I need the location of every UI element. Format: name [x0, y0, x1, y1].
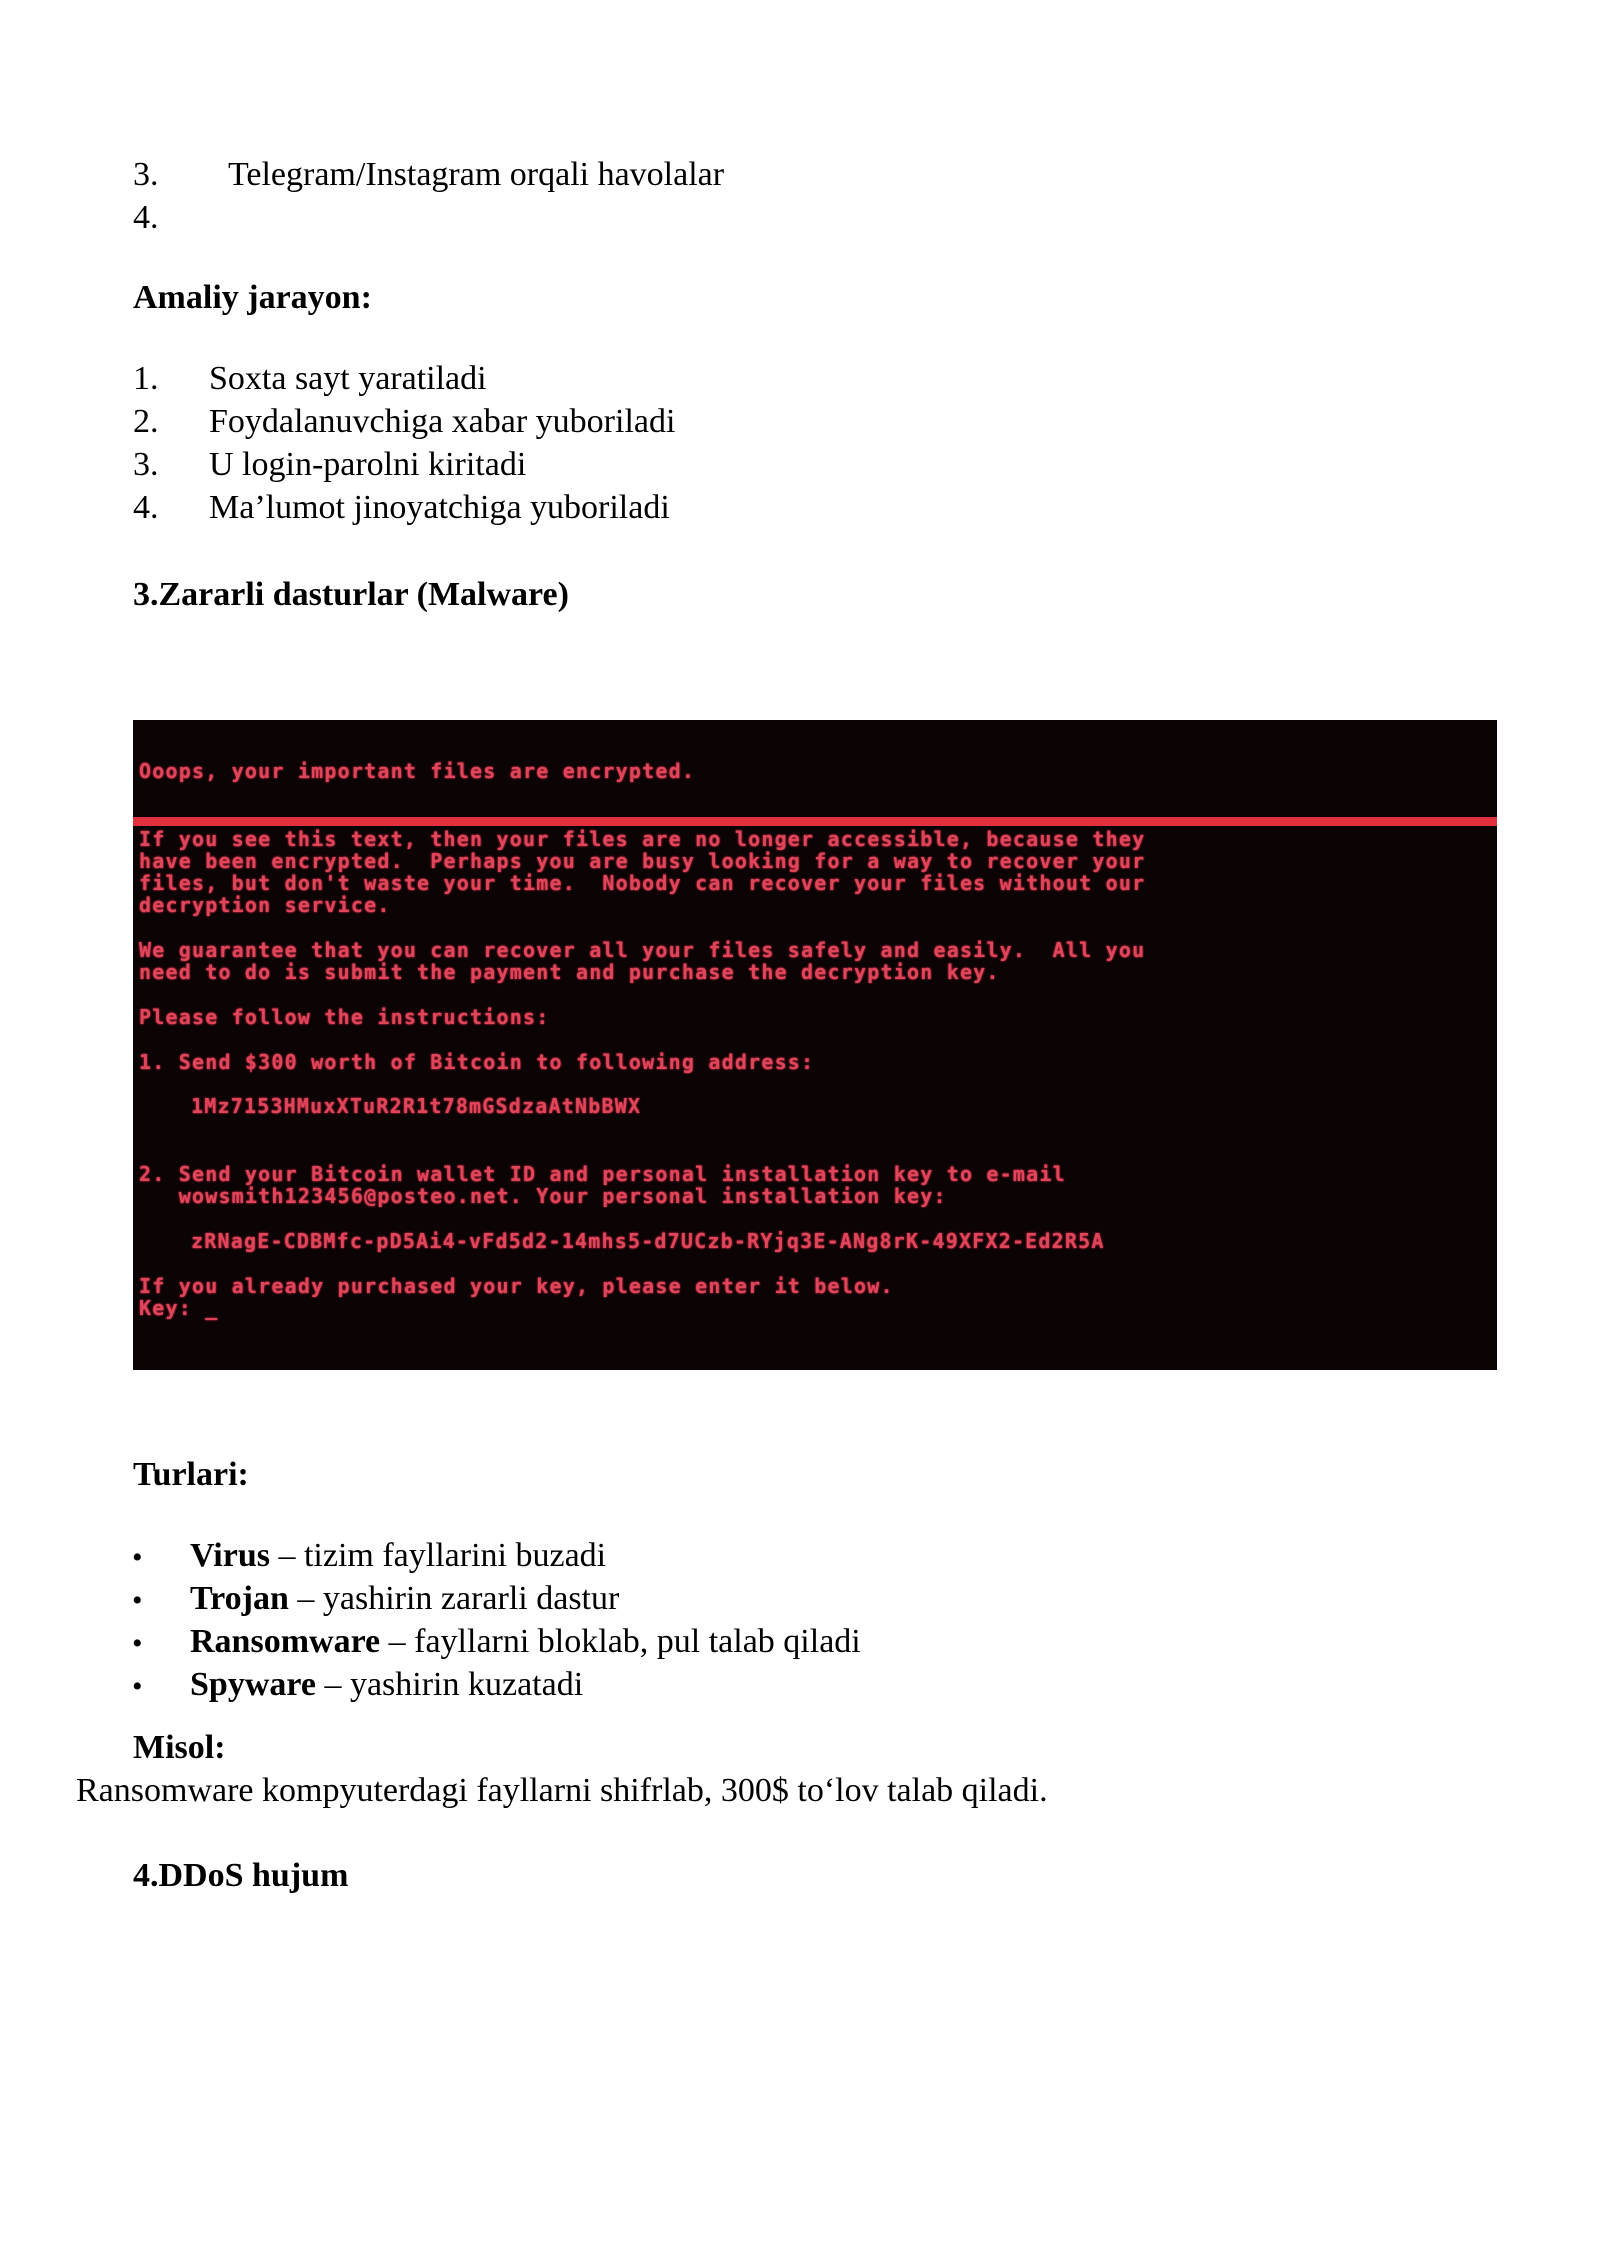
term: Spyware — [190, 1666, 316, 1703]
ransom-title: Ooops, your important files are encrypted. — [139, 759, 696, 783]
term-description: – yashirin zararli dastur — [288, 1580, 620, 1617]
list-item-text: Foydalanuvchiga xabar yuboriladi — [209, 403, 676, 440]
list-item — [190, 1535, 606, 1577]
term-description: – tizim fayllarini buzadi — [269, 1537, 607, 1574]
installation-key: zRNagE-CDBMfc-pD5Ai4-vFd5d2-14mhs5-d7UCzb-RYjq3E-ANg8rK-49XFX2-Ed2R5A — [191, 1229, 1105, 1253]
bullet-icon: • — [132, 1541, 143, 1574]
list-number: 3. — [133, 446, 159, 483]
term-description: – fayllarni bloklab, pul talab qiladi — [380, 1623, 861, 1660]
misol-text: Ransomware kompyuterdagi fayllarni shifrlab, 300$ to‘lov talab qiladi. — [76, 1772, 1048, 1809]
section-heading-ddos: 4.DDoS hujum — [133, 1857, 349, 1894]
ransomware-screen-image — [133, 720, 1497, 1370]
list-item-text: Telegram/Instagram orqali havolalar — [228, 156, 725, 193]
ransom-text-line: files, but don't waste your time. Nobody can recover your files without our — [139, 871, 1146, 895]
section-heading-amaliy: Amaliy jarayon: — [133, 279, 372, 316]
list-item-text: Soxta sayt yaratiladi — [209, 360, 487, 397]
list-item — [190, 1664, 583, 1706]
ransom-text-line: decryption service. — [139, 893, 391, 917]
list-item-text: U login-parolni kiritadi — [209, 446, 527, 483]
ransom-step-1: 1. Send $300 worth of Bitcoin to following address: — [139, 1050, 815, 1074]
ransom-text-line: If you see this text, then your files are no longer accessible, because they — [139, 827, 1146, 851]
term-description: – yashirin kuzatadi — [315, 1666, 584, 1703]
bullet-icon: • — [132, 1627, 143, 1660]
list-number: 1. — [133, 360, 159, 397]
bullet-icon: • — [132, 1670, 143, 1703]
ransom-step-2: 2. Send your Bitcoin wallet ID and personal installation key to e-mail — [139, 1162, 1066, 1186]
ransom-red-bar — [133, 817, 1497, 826]
list-item — [190, 1578, 619, 1620]
ransom-key-prompt: Key: _ — [139, 1296, 219, 1320]
bullet-icon: • — [132, 1584, 143, 1617]
section-heading-misol: Misol: — [133, 1729, 226, 1766]
list-item-text: Ma’lumot jinoyatchiga yuboriladi — [209, 489, 670, 526]
ransom-text-line: have been encrypted. Perhaps you are busy looking for a way to recover your — [139, 849, 1146, 873]
ransom-footer: If you already purchased your key, please enter it below. — [139, 1274, 894, 1298]
ransom-text-line: We guarantee that you can recover all your files safely and easily. All you — [139, 938, 1146, 962]
list-item — [190, 1621, 861, 1663]
ransom-text-line: need to do is submit the payment and purchase the decryption key. — [139, 960, 1000, 984]
term: Virus — [190, 1537, 270, 1574]
list-number: 2. — [133, 403, 159, 440]
term: Ransomware — [190, 1623, 381, 1660]
list-number: 4. — [133, 489, 159, 526]
bitcoin-address: 1Mz7153HMuxXTuR2R1t78mGSdzaAtNbBWX — [191, 1094, 642, 1118]
list-number: 3. — [133, 156, 159, 193]
section-heading-turlari: Turlari: — [133, 1456, 249, 1493]
term: Trojan — [190, 1580, 289, 1617]
ransom-instructions: Please follow the instructions: — [139, 1005, 550, 1029]
section-heading-malware: 3.Zararli dasturlar (Malware) — [133, 576, 569, 613]
list-number: 4. — [133, 199, 159, 236]
ransom-step-2-cont: wowsmith123456@posteo.net. Your personal installation key: — [139, 1184, 947, 1208]
